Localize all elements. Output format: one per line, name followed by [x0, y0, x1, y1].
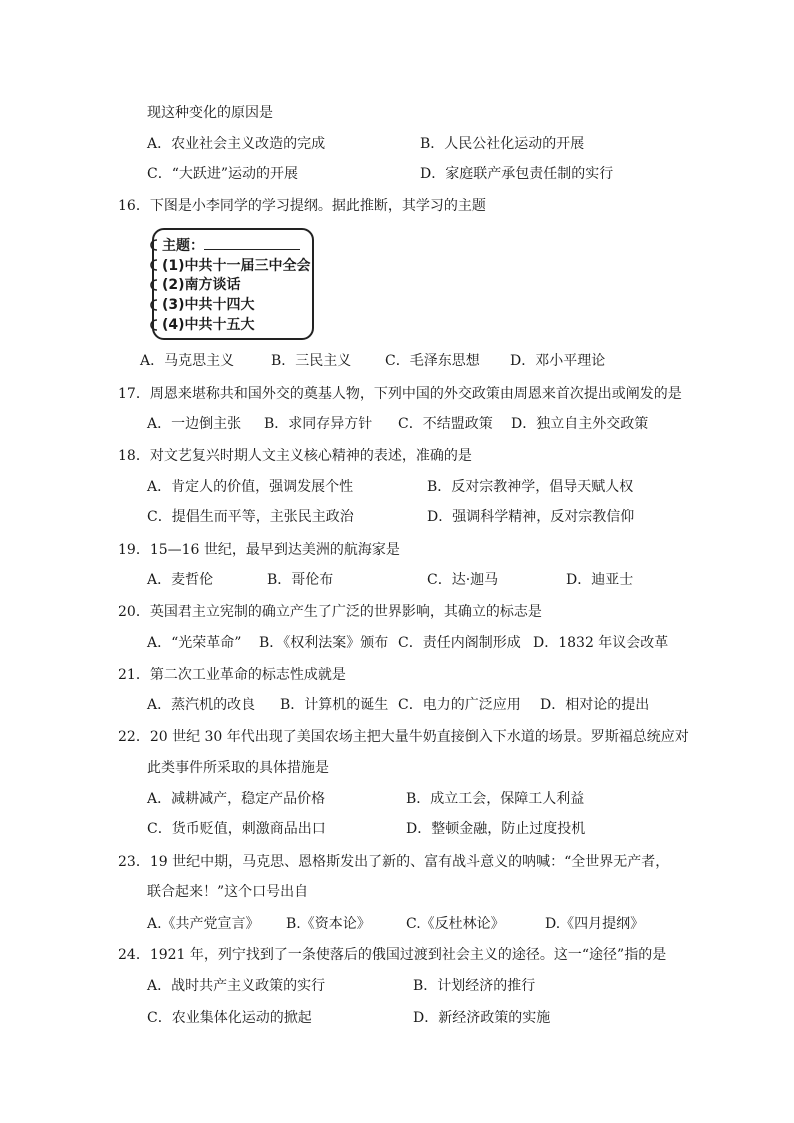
q18-stem: 18．对文艺复兴时期人文主义核心精神的表述，准确的是: [118, 448, 472, 464]
q19-option-d[interactable]: D．迪亚士: [566, 572, 634, 588]
q23-option-a[interactable]: A.《共产党宣言》: [147, 916, 260, 932]
outline-item-1: (1)中共十一届三中全会: [162, 258, 311, 274]
outline-item-3: (3)中共十四大: [162, 297, 255, 313]
q20-option-a[interactable]: A．“光荣革命”: [147, 635, 242, 651]
q19-option-c[interactable]: C．达·迦马: [427, 572, 499, 588]
notebook-rings-icon: [147, 236, 159, 336]
q17-option-a[interactable]: A．一边倒主张: [147, 416, 242, 432]
q17-option-b[interactable]: B．求同存异方针: [264, 416, 373, 432]
q21-option-a[interactable]: A．蒸汽机的改良: [147, 697, 256, 713]
outline-item-4: (4)中共十五大: [162, 317, 255, 333]
q16-option-d[interactable]: D．邓小平理论: [510, 353, 606, 369]
q19-option-b[interactable]: B．哥伦布: [267, 572, 334, 588]
q21-stem: 21．第二次工业革命的标志性成就是: [118, 667, 346, 683]
q20-stem: 20．英国君主立宪制的确立产生了广泛的世界影响，其确立的标志是: [118, 604, 542, 620]
q15-option-b[interactable]: B．人民公社化运动的开展: [420, 136, 585, 152]
q22-option-c[interactable]: C．货币贬值，刺激商品出口: [147, 821, 326, 837]
outline-title: [162, 237, 300, 255]
q22-stem-continuation: 此类事件所采取的具体措施是: [147, 760, 329, 776]
q23-stem-continuation: 联合起来！”这个口号出自: [147, 884, 309, 900]
q16-stem: 16．下图是小李同学的学习提纲。据此推断，其学习的主题: [118, 198, 486, 214]
q22-option-d[interactable]: D．整顿金融，防止过度投机: [406, 821, 586, 837]
q19-option-a[interactable]: A．麦哲伦: [147, 572, 214, 588]
q15-option-d[interactable]: D．家庭联产承包责任制的实行: [420, 166, 614, 182]
q17-option-c[interactable]: C．不结盟政策: [398, 416, 493, 432]
outline-item-2: (2)南方谈话: [162, 277, 241, 293]
q24-option-b[interactable]: B．计划经济的推行: [413, 978, 536, 994]
q18-option-c[interactable]: C．提倡生而平等，主张民主政治: [147, 509, 354, 525]
q16-option-b[interactable]: B．三民主义: [271, 353, 352, 369]
q23-stem: 23．19 世纪中期，马克思、恩格斯发出了新的、富有战斗意义的呐喊：“全世界无产者，: [118, 854, 670, 870]
q22-option-a[interactable]: A．减耕减产，稳定产品价格: [147, 791, 326, 807]
q18-option-b[interactable]: B．反对宗教神学，倡导天赋人权: [427, 479, 634, 495]
q17-option-d[interactable]: D．独立自主外交政策: [511, 416, 649, 432]
q24-option-c[interactable]: C．农业集体化运动的掀起: [147, 1010, 312, 1026]
q18-option-a[interactable]: A．肯定人的价值，强调发展个性: [147, 479, 354, 495]
q21-option-b[interactable]: B．计算机的诞生: [280, 697, 389, 713]
q21-option-d[interactable]: D．相对论的提出: [540, 697, 650, 713]
q20-option-b[interactable]: B．《权利法案》颁布: [259, 635, 389, 651]
q24-stem: 24．1921 年，列宁找到了一条使落后的俄国过渡到社会主义的途径。这一“途径”指的是: [118, 947, 667, 963]
q15-option-c[interactable]: C．“大跃进”运动的开展: [147, 166, 299, 182]
q23-option-d[interactable]: D.《四月提纲》: [545, 916, 645, 932]
q16-option-a[interactable]: A．马克思主义: [140, 353, 235, 369]
q23-option-b[interactable]: B.《资本论》: [286, 916, 371, 932]
q15-stem-continuation: 现这种变化的原因是: [147, 105, 273, 121]
q20-option-d[interactable]: D．1832 年议会改革: [533, 635, 669, 651]
outline-title-blank: [204, 237, 300, 250]
q23-option-c[interactable]: C.《反杜林论》: [406, 916, 505, 932]
q22-option-b[interactable]: B．成立工会，保障工人利益: [406, 791, 585, 807]
q21-option-c[interactable]: C．电力的广泛应用: [398, 697, 521, 713]
q20-option-c[interactable]: C．责任内阁制形成: [398, 635, 521, 651]
q17-stem: 17．周恩来堪称共和国外交的奠基人物，下列中国的外交政策由周恩来首次提出或阐发的是: [118, 386, 682, 402]
q16-option-c[interactable]: C．毛泽东思想: [385, 353, 480, 369]
q22-stem: 22．20 世纪 30 年代出现了美国农场主把大量牛奶直接倒入下水道的场景。罗斯福总统应对: [118, 729, 689, 745]
q15-option-a[interactable]: A．农业社会主义改造的完成: [147, 136, 326, 152]
q24-option-d[interactable]: D．新经济政策的实施: [413, 1010, 551, 1026]
outline-title-label: 主题：: [162, 238, 204, 254]
study-outline-box: [152, 228, 314, 340]
q19-stem: 19．15—16 世纪，最早到达美洲的航海家是: [118, 542, 400, 558]
q18-option-d[interactable]: D．强调科学精神，反对宗教信仰: [427, 509, 635, 525]
q24-option-a[interactable]: A．战时共产主义政策的实行: [147, 978, 326, 994]
